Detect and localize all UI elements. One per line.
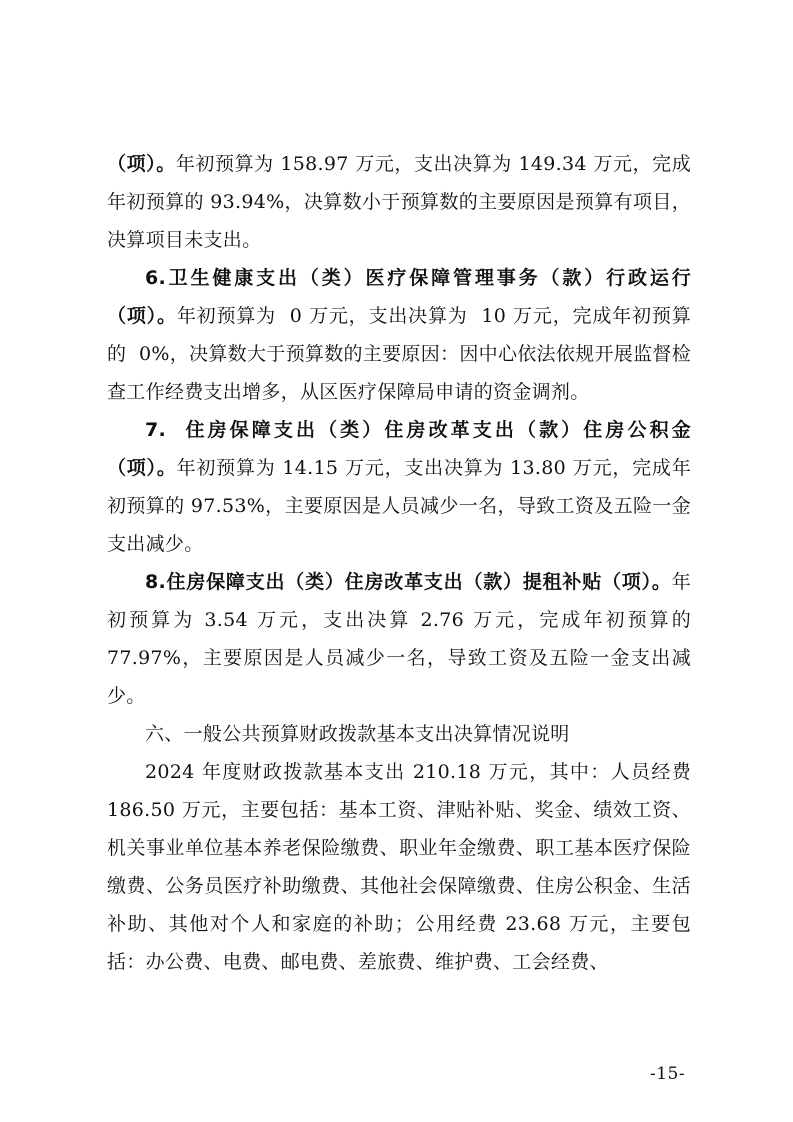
paragraph-text: 年初预算为 158.97 万元，支出决算为 149.34 万元，完成年初预算的 93.94%，决算数小于预算数的主要原因是预算有项目，决算项目未支出。 (107, 153, 692, 251)
paragraph-text: 年初预算为 3.54 万元，支出决算 2.76 万元，完成年初预算的 77.97%，主要原因是人员减少一名，导致工资及五险一金支出减少。 (107, 571, 698, 707)
page-number: -15- (650, 1064, 686, 1084)
paragraph-item-8 (107, 563, 698, 715)
section-heading: 六、一般公共预算财政拨款基本支出决算情况说明 (145, 723, 570, 745)
section-body: 2024 年度财政拨款基本支出 210.18 万元，其中：人员经费 186.50 万元，主要包括：基本工资、津贴补贴、奖金、绩效工资、机关事业单位基本养老保险缴费、职业年金缴费、职工基本医疗保险缴费、公务员医疗补助缴费、其他社会保障缴费、住房公积金、生活补助、其他对个人和家庭的补助；公用经费 23.68 万元，主要包括：办公费、电费、邮电费、差旅费、维护费、工会经费、 (107, 761, 698, 973)
paragraph-bold-lead: 8.住房保障支出（类）住房改革支出（款）提租补贴（项）。 (145, 571, 672, 593)
paragraph-item-6 (107, 259, 691, 411)
paragraph-text: 年初预算为 14.15 万元，支出决算为 13.80 万元，完成年初预算的 97.53%，主要原因是人员减少一名，导致工资及五险一金支出减少。 (107, 457, 691, 555)
paragraph-bold-lead: （项）。 (107, 153, 176, 175)
paragraph-item-5-continuation (107, 145, 691, 259)
paragraph-item-7 (107, 411, 691, 563)
paragraph-bold-lead: 7. 住房保障支出（类）住房改革支出（款）住房公积金（项）。 (107, 419, 691, 479)
paragraph-bold-lead: 6.卫生健康支出（类）医疗保障管理事务（款）行政运行（项）。 (107, 267, 691, 327)
paragraph-text: 年初预算为 0 万元，支出决算为 10 万元，完成年初预算的 0%，决算数大于预算数的主要原因：因中心依法依规开展监督检查工作经费支出增多，从区医疗保障局申请的资金调剂。 (107, 305, 691, 403)
